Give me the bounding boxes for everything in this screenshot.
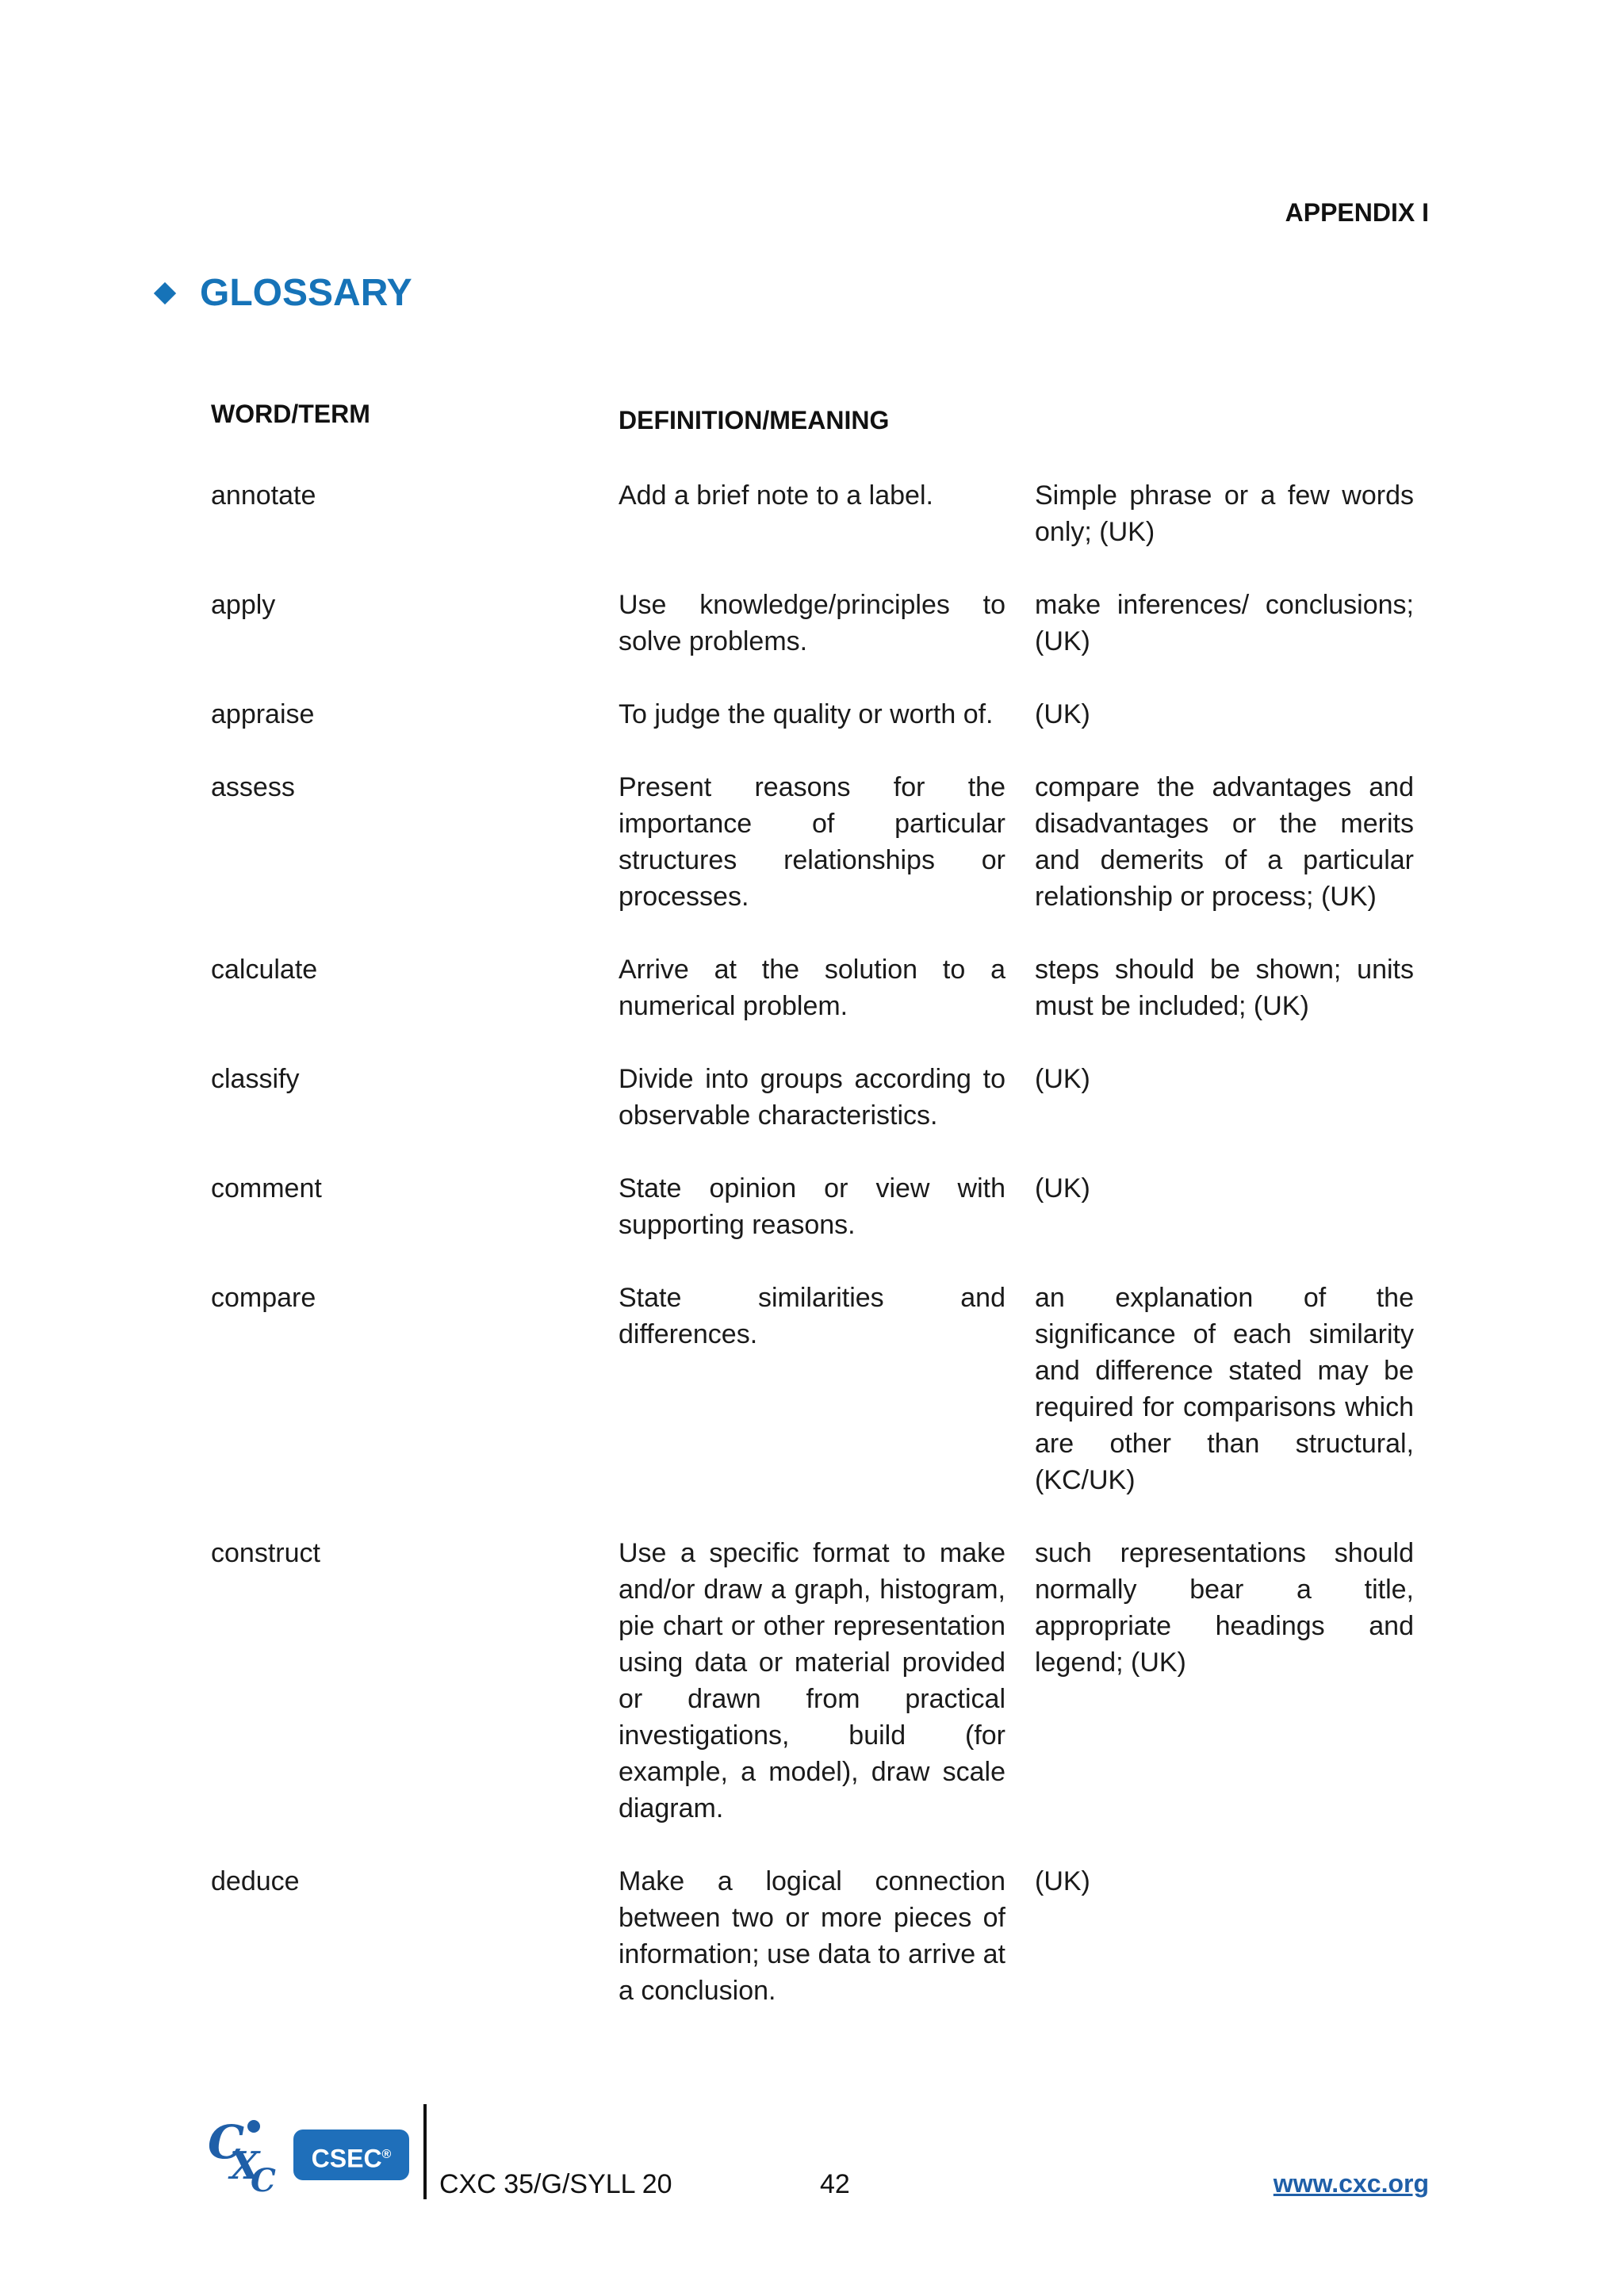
glossary-note: an explanation of the significance of each similarity and difference stated may be required for comparisons which are other than structural, (KC/UK) bbox=[1035, 1283, 1414, 1495]
glossary-term: deduce bbox=[211, 1866, 300, 1896]
glossary-term: annotate bbox=[211, 480, 316, 511]
cxc-csec-logo bbox=[205, 2109, 419, 2196]
glossary-note: make inferences/ conclusions; (UK) bbox=[1035, 590, 1414, 656]
svg-text:C: C bbox=[208, 2115, 245, 2169]
glossary-note: (UK) bbox=[1035, 699, 1090, 729]
glossary-term: appraise bbox=[211, 699, 315, 729]
glossary-term: compare bbox=[211, 1283, 316, 1313]
glossary-row bbox=[0, 1863, 1624, 2009]
glossary-row bbox=[0, 1061, 1624, 1134]
glossary-note: (UK) bbox=[1035, 1866, 1090, 1896]
glossary-note: Simple phrase or a few words only; (UK) bbox=[1035, 480, 1414, 547]
page-number: 42 bbox=[820, 2169, 850, 2199]
glossary-definition: To judge the quality or worth of. bbox=[619, 699, 994, 729]
glossary-term: comment bbox=[211, 1173, 322, 1203]
glossary-row bbox=[0, 1170, 1624, 1243]
glossary-row bbox=[0, 951, 1624, 1024]
glossary-term: classify bbox=[211, 1064, 300, 1094]
glossary-row bbox=[0, 696, 1624, 733]
glossary-table bbox=[0, 477, 1624, 2045]
glossary-definition: Arrive at the solution to a numerical problem. bbox=[619, 955, 1005, 1021]
diamond-bullet-icon bbox=[154, 281, 176, 304]
svg-text:C: C bbox=[251, 2162, 276, 2196]
column-header-definition: DEFINITION/MEANING bbox=[619, 406, 890, 434]
syllabus-code: CXC 35/G/SYLL 20 bbox=[439, 2169, 672, 2199]
cxc-logo-icon bbox=[205, 2109, 292, 2196]
column-header-term: WORD/TERM bbox=[211, 400, 370, 428]
glossary-term: calculate bbox=[211, 955, 318, 985]
glossary-term: assess bbox=[211, 772, 295, 802]
glossary-definition: State similarities and differences. bbox=[619, 1283, 1005, 1349]
glossary-row bbox=[0, 1280, 1624, 1498]
glossary-term: construct bbox=[211, 1538, 320, 1568]
glossary-definition: State opinion or view with supporting reasons. bbox=[619, 1173, 1005, 1240]
glossary-definition: Use knowledge/principles to solve problems. bbox=[619, 590, 1005, 656]
glossary-definition: Divide into groups according to observable characteristics. bbox=[619, 1064, 1005, 1131]
glossary-definition: Use a specific format to make and/or draw a graph, histogram, pie chart or other representation using data or material provided or drawn from practical investigations, build (for example, a model), draw scale diagram. bbox=[619, 1538, 1005, 1823]
glossary-term: apply bbox=[211, 590, 276, 620]
footer-divider bbox=[423, 2104, 427, 2199]
section-title: GLOSSARY bbox=[200, 272, 412, 314]
glossary-note: such representations should normally bear a title, appropriate headings and legend; (UK) bbox=[1035, 1538, 1414, 1678]
glossary-note: (UK) bbox=[1035, 1064, 1090, 1094]
glossary-note: compare the advantages and disadvantages or the merits and demerits of a particular relationship or process; (UK) bbox=[1035, 772, 1414, 912]
glossary-note: (UK) bbox=[1035, 1173, 1090, 1203]
glossary-row bbox=[0, 587, 1624, 660]
csec-badge: CSEC® bbox=[293, 2130, 409, 2180]
glossary-definition: Present reasons for the importance of particular structures relationships or processes. bbox=[619, 772, 1005, 912]
page-footer bbox=[0, 2093, 1624, 2204]
section-heading bbox=[152, 271, 412, 315]
glossary-definition: Add a brief note to a label. bbox=[619, 480, 933, 511]
glossary-definition: Make a logical connection between two or more pieces of information; use data to arrive at a conclusion. bbox=[619, 1866, 1005, 2006]
svg-text:X: X bbox=[230, 2144, 260, 2188]
appendix-label: APPENDIX I bbox=[1285, 198, 1429, 227]
glossary-row bbox=[0, 769, 1624, 915]
glossary-row bbox=[0, 1535, 1624, 1827]
glossary-row bbox=[0, 477, 1624, 550]
glossary-note: steps should be shown; units must be included; (UK) bbox=[1035, 955, 1414, 1021]
website-link[interactable]: www.cxc.org bbox=[1273, 2169, 1429, 2198]
